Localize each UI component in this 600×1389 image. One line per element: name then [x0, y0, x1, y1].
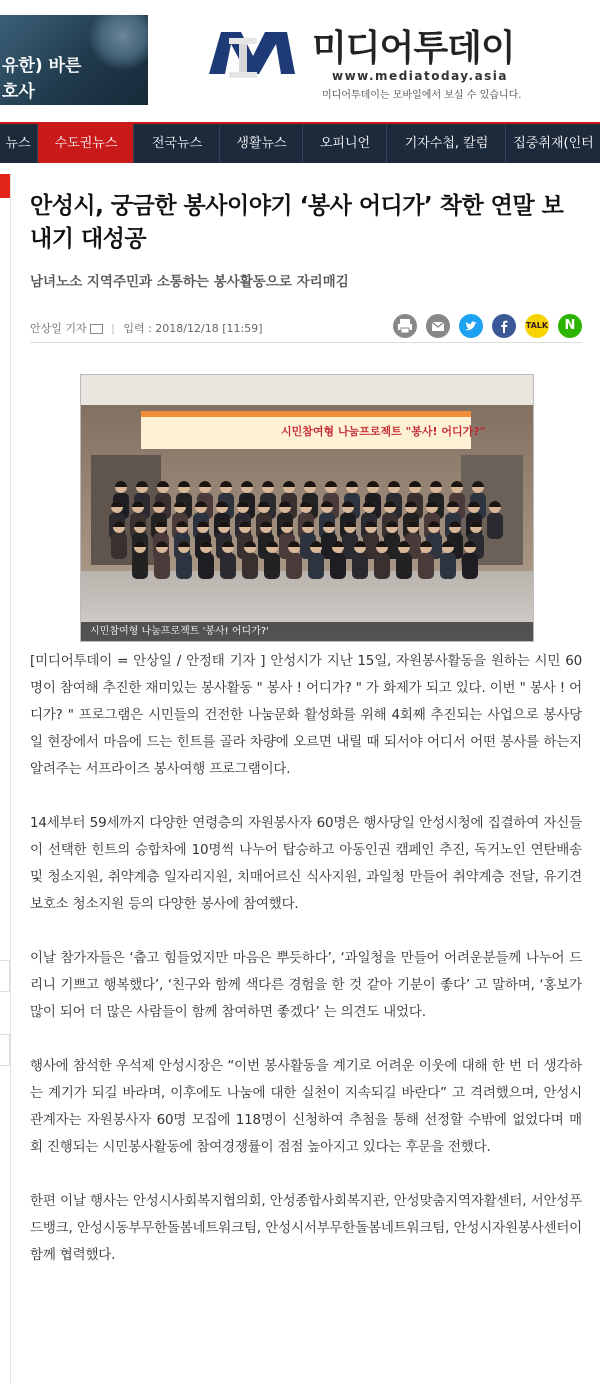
person-body	[154, 553, 170, 579]
person-body	[440, 553, 456, 579]
meta-divider: |	[111, 322, 115, 335]
person-body	[374, 553, 390, 579]
article-subtitle: 남녀노소 지역주민과 소통하는 봉사활동으로 자리매김	[30, 274, 349, 290]
publish-date: 입력 : 2018/12/18 [11:59]	[123, 322, 263, 335]
person-body	[462, 553, 478, 579]
article-title: 안성시, 궁금한 봉사이야기 ‘봉사 어디가’ 착한 연말 보내기 대성공	[30, 193, 564, 252]
person-body	[308, 553, 324, 579]
ad-decoration	[88, 15, 148, 71]
person-body	[264, 553, 280, 579]
sidebar-widget	[0, 1034, 10, 1066]
ad-text-line1: 유한) 바른	[2, 56, 82, 76]
paragraph: 한편 이날 행사는 안성시사회복지협의회, 안성종합사회복지관, 안성맞춤지역자활센터, 서안성푸드뱅크, 안성시동부무한돌봄네트워크팀, 안성시서부무한돌봄네트워크팀, 안성시자원봉사센터이 함께 협력했다.	[30, 1193, 582, 1263]
naver-icon[interactable]: N	[558, 314, 582, 338]
byline	[30, 320, 263, 336]
person-body	[352, 553, 368, 579]
print-icon[interactable]	[393, 314, 417, 338]
person-body	[132, 553, 148, 579]
paragraph: 행사에 참석한 우석제 안성시장은 “이번 봉사활동을 계기로 어려운 이웃에 대해 한 번 더 생각하는 계기가 되길 바라며, 이후에도 나눔에 대한 실천이 지속되길 바란다” 고 격려했으며, 안성시 관계자는 자원봉사자 60명 모집에 118명이 신청하여 추첨을 통해 선정할 수밖에 없었다며 매 회 진행되는 시민봉사활동에 참여경쟁률이 점점 높아지고 있다는 후문을 전했다.	[30, 1058, 582, 1155]
mail-icon[interactable]	[90, 324, 103, 334]
sidebar-accent	[0, 174, 10, 198]
ad-text-line2: 호사	[2, 82, 35, 102]
person-body	[487, 513, 503, 539]
person-body	[396, 553, 412, 579]
sidebar-widget	[0, 960, 10, 992]
article-meta	[30, 312, 582, 343]
email-icon[interactable]	[426, 314, 450, 338]
facebook-icon[interactable]	[492, 314, 516, 338]
twitter-icon[interactable]	[459, 314, 483, 338]
person-body	[242, 553, 258, 579]
site-header	[0, 0, 600, 122]
person-body	[286, 553, 302, 579]
main-nav	[0, 122, 600, 163]
group-photo-image	[81, 375, 533, 641]
nav-item-opinion[interactable]: 오피니언	[302, 124, 387, 163]
nav-item-news[interactable]: 뉴스	[5, 136, 31, 151]
paragraph: 14세부터 59세까지 다양한 연령층의 자원봉사자 60명은 행사당일 안성시청에 집결하여 자신들이 선택한 힌트의 승합차에 10명씩 나누어 탑승하고 아동인권 캠페인 추진, 독거노인 연탄배송 및 청소지원, 취약계층 일자리지원, 치매어르신 식사지원, 과일청 만들어 취약계층 전달, 유기견보호소 청소지원 등의 다양한 봉사에 참여했다.	[30, 815, 582, 912]
banner-text: 시민참여형 나눔프로젝트 "봉사! 어디가?"	[281, 425, 486, 438]
share-buttons	[389, 314, 582, 338]
person-body	[111, 533, 127, 559]
site-tagline: 미디어투데이는 모바일에서 보실 수 있습니다.	[322, 90, 522, 101]
nav-item-capital-news[interactable]: 수도권뉴스	[37, 124, 134, 163]
left-sidebar-edge	[0, 174, 11, 1384]
person-body	[330, 553, 346, 579]
article-header	[30, 190, 582, 290]
paragraph: 이날 참가자들은 ‘춥고 힘들었지만 마음은 뿌듯하다’, ‘과일청을 만들어 어려운분들께 나누어 드리니 기쁘고 행복했다’, ‘친구와 함께 색다른 경험을 한 것 같아 기분이 좋다’ 고 말하며, ‘홍보가 많이 되어 더 많은 사람들이 함께 참여하면 좋겠다’ 는 의견도 내었다.	[30, 950, 582, 1020]
article-photo[interactable]	[80, 374, 534, 642]
reporter-name[interactable]: 안상일 기자	[30, 322, 87, 335]
paragraph: [미디어투데이 = 안상일 / 안정태 기자 ] 안성시가 지난 15일, 자원봉사활동을 원하는 시민 60명이 참여해 추진한 재미있는 봉사활동 " 봉사 ! 어디가? " 가 화제가 되고 있다. 이번 " 봉사 ! 어디가? " 프로그램은 시민들의 건전한 나눔문화 활성화를 위해 4회째 추진되는 사업으로 봉사당일 현장에서 마음에 드는 힌트를 골라 차량에 오르면 내릴 때 되서야 어디서 어떤 봉사를 하는지 알려주는 서프라이즈 봉사여행 프로그램이다.	[30, 653, 582, 777]
nav-item-life-news[interactable]: 생활뉴스	[219, 124, 303, 163]
nav-item-special-report[interactable]: 집중취재(인터	[505, 124, 600, 163]
nav-item-column[interactable]: 기자수첩, 칼럼	[386, 124, 506, 163]
kakaotalk-icon[interactable]: TALK	[525, 314, 549, 338]
person-body	[198, 553, 214, 579]
site-title[interactable]: 미디어투데이	[312, 28, 515, 69]
banner-ad[interactable]	[0, 15, 148, 105]
site-url: www.mediatoday.asia	[332, 69, 509, 83]
article-body	[30, 648, 582, 1296]
person-body	[176, 553, 192, 579]
person-body	[418, 553, 434, 579]
nav-item-national-news[interactable]: 전국뉴스	[133, 124, 220, 163]
site-logo-icon[interactable]	[207, 24, 299, 82]
person-body	[220, 553, 236, 579]
photo-caption: 시민참여형 나눔프로젝트 '봉사! 어디가?'	[81, 622, 533, 641]
